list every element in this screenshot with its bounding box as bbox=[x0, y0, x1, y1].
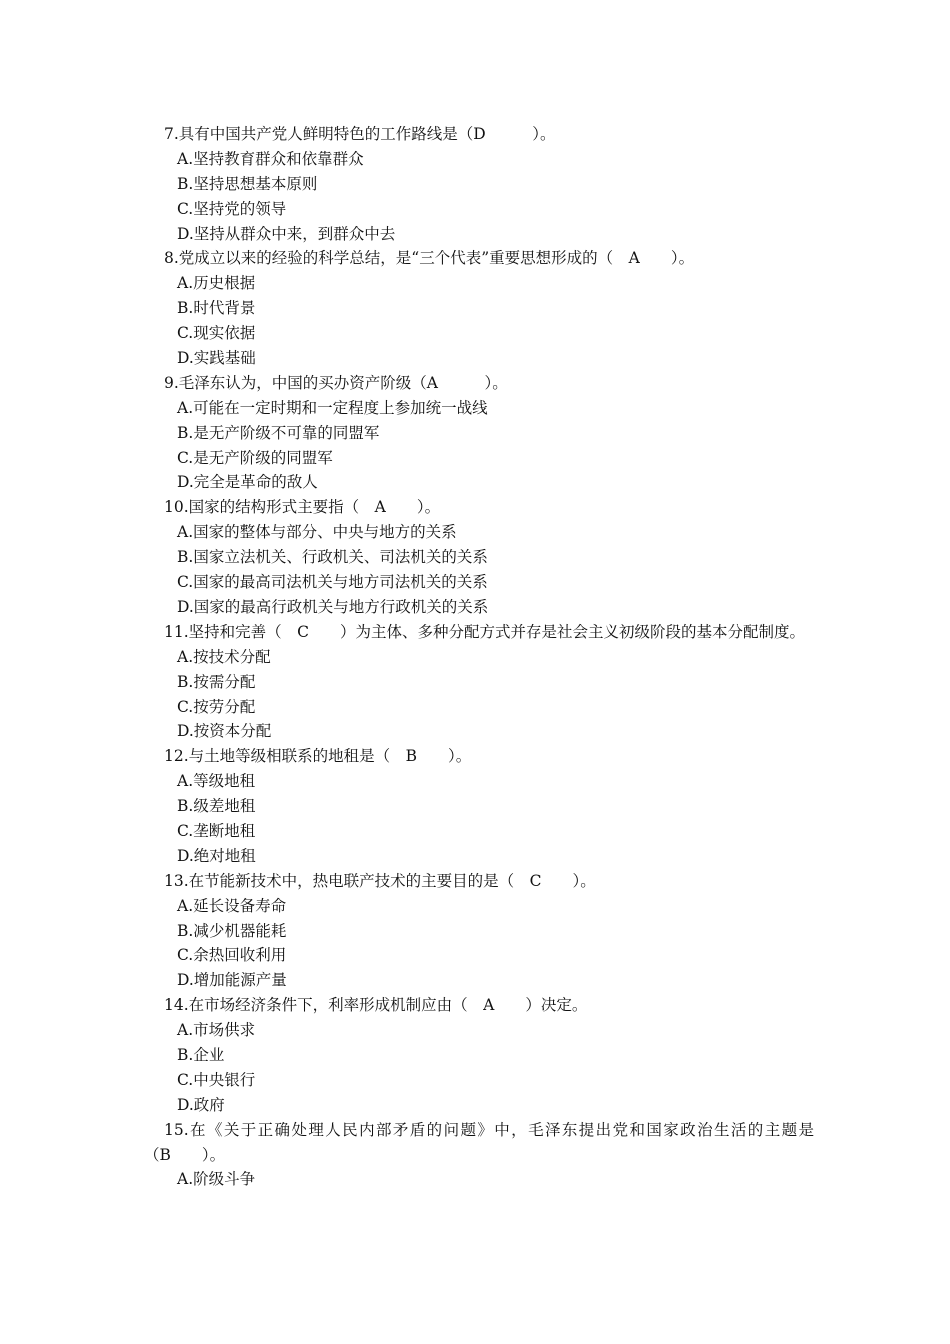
question-10-option-a: A.国家的整体与部分、中央与地方的关系 bbox=[177, 523, 457, 542]
question-8-option-a: A.历史根据 bbox=[177, 274, 256, 293]
document-page bbox=[144, 122, 814, 1192]
question-12-option-a: A.等级地租 bbox=[177, 772, 256, 791]
question-13-option-b: B.减少机器能耗 bbox=[177, 921, 287, 940]
question-7-option-a: A.坚持教育群众和依靠群众 bbox=[177, 149, 364, 168]
question-7-option-c: C.坚持党的领导 bbox=[177, 199, 287, 218]
question-8-option-b: B.时代背景 bbox=[177, 299, 256, 318]
question-7-option-b: B.坚持思想基本原则 bbox=[177, 174, 318, 193]
question-7-option-d: D.坚持从群众中来，到群众中去 bbox=[177, 224, 396, 243]
question-13: 13.在节能新技术中，热电联产技术的主要目的是（ C ）。 bbox=[164, 871, 596, 890]
question-13-option-c: C.余热回收利用 bbox=[177, 946, 287, 965]
question-12-option-d: D.绝对地租 bbox=[177, 846, 256, 865]
question-8-option-d: D.实践基础 bbox=[177, 349, 256, 368]
question-9-option-b: B.是无产阶级不可靠的同盟军 bbox=[177, 423, 380, 442]
question-11-option-c: C.按劳分配 bbox=[177, 697, 256, 716]
question-11-option-b: B.按需分配 bbox=[177, 672, 256, 691]
question-11: 11.坚持和完善（ C ）为主体、多种分配方式并存是社会主义初级阶段的基本分配制度。 bbox=[164, 622, 806, 641]
question-9: 9.毛泽东认为，中国的买办资产阶级（A ）。 bbox=[164, 373, 508, 392]
question-9-option-c: C.是无产阶级的同盟军 bbox=[177, 448, 333, 467]
question-15: 15.在《关于正确处理人民内部矛盾的问题》中，毛泽东提出党和国家政治生活的主题是（B ）。 bbox=[144, 1120, 814, 1164]
question-10-option-d: D.国家的最高行政机关与地方行政机关的关系 bbox=[177, 597, 489, 616]
question-14-option-b: B.企业 bbox=[177, 1045, 225, 1064]
question-8: 8.党成立以来的经验的科学总结，是“三个代表”重要思想形成的（ A ）。 bbox=[164, 249, 695, 268]
question-11-option-a: A.按技术分配 bbox=[177, 647, 271, 666]
question-9-option-d: D.完全是革命的敌人 bbox=[177, 473, 318, 492]
question-12-option-c: C.垄断地租 bbox=[177, 821, 256, 840]
question-11-option-d: D.按资本分配 bbox=[177, 722, 272, 741]
question-12: 12.与土地等级相联系的地租是（ B ）。 bbox=[164, 747, 472, 766]
question-14-option-d: D.政府 bbox=[177, 1095, 225, 1114]
question-8-option-c: C.现实依据 bbox=[177, 324, 256, 343]
question-12-option-b: B.级差地租 bbox=[177, 797, 256, 816]
question-10-option-c: C.国家的最高司法机关与地方司法机关的关系 bbox=[177, 573, 488, 592]
question-14: 14.在市场经济条件下，利率形成机制应由（ A ）决定。 bbox=[164, 996, 588, 1015]
question-13-option-a: A.延长设备寿命 bbox=[177, 896, 287, 915]
question-14-option-a: A.市场供求 bbox=[177, 1021, 256, 1040]
question-9-option-a: A.可能在一定时期和一定程度上参加统一战线 bbox=[177, 398, 488, 417]
question-10: 10.国家的结构形式主要指（ A ）。 bbox=[164, 498, 441, 517]
question-14-option-c: C.中央银行 bbox=[177, 1070, 256, 1089]
question-15-option-a: A.阶级斗争 bbox=[177, 1170, 256, 1189]
question-13-option-d: D.增加能源产量 bbox=[177, 971, 287, 990]
question-10-option-b: B.国家立法机关、行政机关、司法机关的关系 bbox=[177, 548, 488, 567]
question-7: 7.具有中国共产党人鲜明特色的工作路线是（D ）。 bbox=[164, 125, 556, 143]
